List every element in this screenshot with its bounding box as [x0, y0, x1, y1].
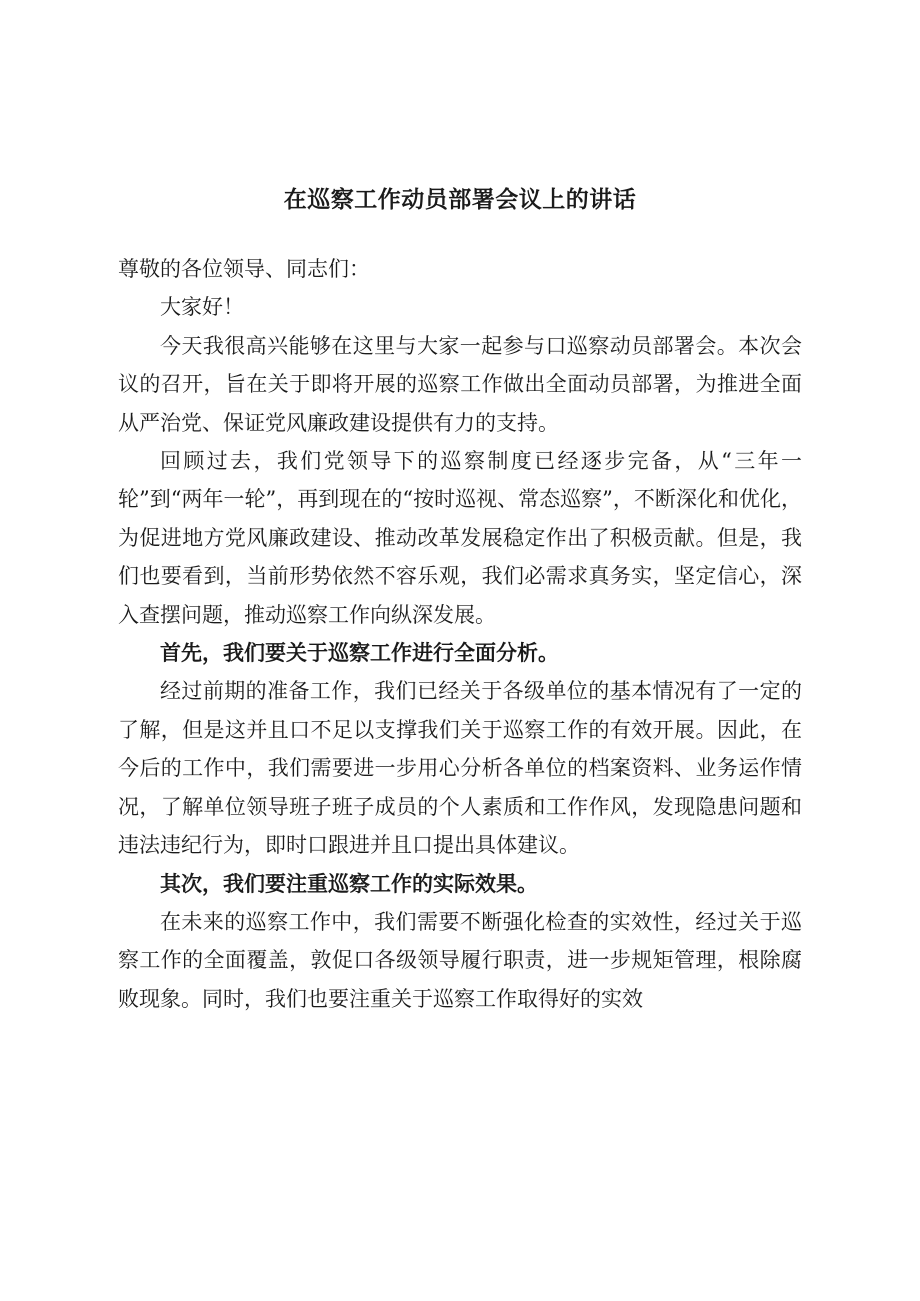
greeting: 大家好！ [160, 295, 244, 320]
section-heading-analysis: 首先，我们要关于巡察工作进行全面分析。 [160, 641, 559, 666]
paragraph-review: 回顾过去，我们党领导下的巡察制度已经逐步完备，从“三年一轮”到“两年一轮”，再到现在的“按时巡视、常态巡察”，不断深化和优化，为促进地方党风廉政建设、推动改革发展稳定作出了积极贡献。但是，我们也要看到，当前形势依然不容乐观，我们必需求真务实，坚定信心，深入查摆问题，推动巡察工作向纵深发展。 [118, 449, 802, 627]
document-title: 在巡察工作动员部署会议上的讲话 [283, 187, 637, 213]
document-body [118, 250, 802, 1018]
paragraph-opening: 今天我很高兴能够在这里与大家一起参与口巡察动员部署会。本次会议的召开，旨在关于即将开展的巡察工作做出全面动员部署，为推进全面从严治党、保证党风廉政建设提供有力的支持。 [118, 333, 802, 435]
paragraph-effect: 在未来的巡察工作中，我们需要不断强化检查的实效性，经过关于巡察工作的全面覆盖，敦促口各级领导履行职责，进一步规矩管理，根除腐败现象。同时，我们也要注重关于巡察工作取得好的实效 [118, 909, 802, 1011]
section-heading-effect: 其次，我们要注重巡察工作的实际效果。 [160, 871, 538, 896]
paragraph-analysis: 经过前期的准备工作，我们已经关于各级单位的基本情况有了一定的了解，但是这并且口不足以支撑我们关于巡察工作的有效开展。因此，在今后的工作中，我们需要进一步用心分析各单位的档案资料、业务运作情况，了解单位领导班子班子成员的个人素质和工作作风，发现隐患问题和违法违纪行为，即时口跟进并且口提出具体建议。 [118, 679, 802, 858]
salutation: 尊敬的各位领导、同志们： [118, 257, 370, 281]
